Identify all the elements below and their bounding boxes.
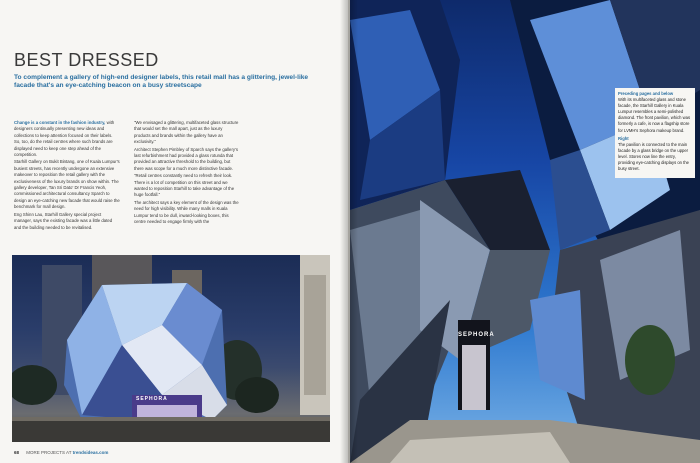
footer-text: MORE PROJECTS AT [26,450,72,455]
glass-facet [530,290,585,400]
building-photo-dusk [12,255,330,442]
adjacent-building-facade [304,275,326,395]
standfirst: To complement a gallery of high-end designer labels, this retail mall has a glittering, jewel-like facade that's an eye-catching beacon on a busy streetscape [14,74,309,89]
caption-title: Preceding pages and below [618,91,674,96]
photo-caption [615,88,695,178]
left-page [0,0,348,463]
caption-text: The pavilion is connected to the main facade by a glass bridge on the upper level. Stores now line the entry, providing eye-catching displays on the busy street. [618,141,689,172]
page-footer [14,450,108,455]
lead-in: Change is a constant in the fashion industry, [14,120,106,125]
body-column-2 [134,120,240,227]
faceted-glass-building-illustration [350,0,700,463]
right-page-photo [350,0,700,463]
body-column-1 [14,120,120,232]
body-paragraph: "Retail centres constantly need to refresh their look. There is a lot of competition on this street and we wanted to reposition Starhill to take advantage of the huge footfall." [134,173,235,198]
building-illustration [12,255,330,442]
page-gutter [340,0,358,463]
tree [625,325,675,395]
caption-title: Right [618,135,629,141]
caption-block [618,91,692,134]
body-paragraph: Architect Stephen Pimbley of Sparch says the gallery's last refurbishment had provided a glass rotunda that provided an attractive threshold to the building, but there was scope for a much more distinctive facade. [134,146,238,171]
headline: BEST DRESSED [14,50,159,70]
tree [235,377,279,413]
body-paragraph: Eng Shinn Lau, Starhill Gallery special project manager, says the existing facade was a little dated and the building needed to be revitalised. [14,211,113,230]
footer-website: trendsideas.com [72,450,109,455]
caption-text: With its multifaceted glass and stone facade, the Starhill Gallery in Kuala Lumpur resembles a semi-polished diamond. The front pavilion, which was formerly a cafe, is now a flagship store for LVMH's Sephora makeup brand. [618,97,691,133]
body-text: with designers continually presenting new ideas and collections to keep attention focused on their labels. So, too, do the retail centres where such brands are displayed need to keep one step ahead of the competition. [14,120,115,158]
caption-block [618,136,692,173]
body-paragraph: "We envisaged a glittering, multifaceted glass structure that would set the mall apart, just as the luxury products and brands within the gallery have an exclusivity." [134,120,239,145]
body-paragraph [14,120,120,158]
store-sign: SEPHORA [136,396,168,402]
body-paragraph: Starhill Gallery on Bukit Bintang, one of Kuala Lumpur's busiest streets, has recently undergone an extensive makeover to reposition the retail gallery with the exclusiveness of the luxury brands on show within. The gallery developer, Tan Sri Dato' Dr Francis Yeoh, commissioned architectural consultancy Sparch to design an eye-catching new facade that would raise the benchmark for mall design. [14,159,120,210]
page-number: 68 [14,450,20,455]
store-sign: SEPHORA [458,332,495,338]
road [12,420,330,442]
store-display [462,345,486,410]
store-window [137,405,197,418]
body-paragraph: The architect says a key element of the design was the need for high visibility. While many malls in Kuala Lumpur tend to be dull, inward-looking boxes, this centre needed to engage firmly with the [134,199,239,225]
sidewalk [12,417,330,421]
